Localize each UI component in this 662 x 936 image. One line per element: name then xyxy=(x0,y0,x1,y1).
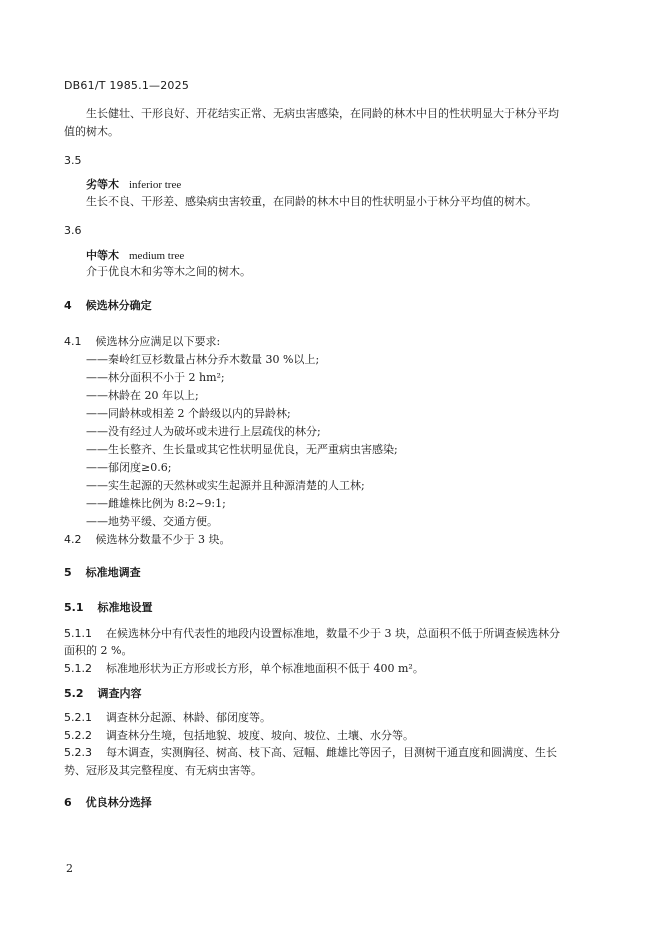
subsection-heading xyxy=(64,601,153,615)
term-entry xyxy=(86,178,181,192)
list-item: ——郁闭度≥0.6; xyxy=(86,461,172,474)
term-english: inferior tree xyxy=(129,179,182,191)
list-item: ——同龄林或相差 2 个龄级以内的异龄林; xyxy=(86,407,291,420)
page-number: 2 xyxy=(66,862,73,875)
subsection-title: 调查内容 xyxy=(97,687,142,700)
clause-5-1-1 xyxy=(64,627,560,641)
section-number: 6 xyxy=(64,796,72,809)
clause-number: 5.1.2 xyxy=(64,662,92,675)
clause-number: 5.1.1 xyxy=(64,627,92,640)
clause-4-1 xyxy=(64,335,220,349)
term-english: medium tree xyxy=(129,250,185,262)
clause-number: 3.6 xyxy=(64,224,82,237)
section-heading xyxy=(64,299,152,313)
clause-text: 调查林分生境，包括地貌、坡度、坡向、坡位、土壤、水分等。 xyxy=(106,729,414,742)
subsection-number: 5.2 xyxy=(64,687,84,700)
clause-text-continuation: 面积的 2 %。 xyxy=(64,644,133,657)
clause-text: 标准地形状为正方形或长方形，单个标准地面积不低于 400 m²。 xyxy=(106,662,424,675)
section-heading xyxy=(64,566,141,580)
section-title: 候选林分确定 xyxy=(85,299,152,312)
definition-text: 值的树木。 xyxy=(64,125,119,138)
subsection-heading xyxy=(64,687,142,701)
term-chinese: 中等木 xyxy=(86,249,119,262)
subsection-number: 5.1 xyxy=(64,601,84,614)
clause-text: 在候选林分中有代表性的地段内设置标准地，数量不少于 3 块，总面积不低于所调查候选林分 xyxy=(106,627,560,640)
list-item: ——林龄在 20 年以上; xyxy=(86,389,199,402)
clause-5-2-2 xyxy=(64,729,414,743)
subsection-title: 标准地设置 xyxy=(97,601,153,614)
definition-text: 生长不良、干形差、感染病虫害较重，在同龄的林木中目的性状明显小于林分平均值的树木。 xyxy=(86,195,537,208)
clause-5-1-2 xyxy=(64,662,424,676)
list-item: ——实生起源的天然林或实生起源并且种源清楚的人工林; xyxy=(86,479,365,492)
definition-text: 介于优良木和劣等木之间的树木。 xyxy=(86,265,251,278)
clause-5-2-1 xyxy=(64,711,271,725)
section-number: 5 xyxy=(64,566,72,579)
clause-text-continuation: 势、冠形及其完整程度、有无病虫害等。 xyxy=(64,764,262,777)
section-title: 标准地调查 xyxy=(85,566,141,579)
section-heading xyxy=(64,796,152,810)
clause-number: 5.2.3 xyxy=(64,746,92,759)
clause-number: 5.2.2 xyxy=(64,729,92,742)
clause-text: 候选林分数量不少于 3 块。 xyxy=(95,533,231,546)
list-item: ——秦岭红豆杉数量占林分乔木数量 30 %以上; xyxy=(86,353,320,366)
clause-4-2 xyxy=(64,533,231,547)
clause-number: 4.2 xyxy=(64,533,82,546)
section-title: 优良林分选择 xyxy=(85,796,152,809)
document-id-header: DB61/T 1985.1—2025 xyxy=(64,79,190,92)
clause-number: 5.2.1 xyxy=(64,711,92,724)
clause-text: 候选林分应满足以下要求: xyxy=(95,335,221,348)
term-entry xyxy=(86,249,184,263)
list-item: ——没有经过人为破坏或未进行上层疏伐的林分; xyxy=(86,425,321,438)
list-item: ——生长整齐、生长量或其它性状明显优良，无严重病虫害感染; xyxy=(86,443,398,456)
clause-number: 4.1 xyxy=(64,335,82,348)
list-item: ——雌雄株比例为 8:2~9:1; xyxy=(86,497,226,510)
clause-text: 调查林分起源、林龄、郁闭度等。 xyxy=(106,711,271,724)
definition-text: 生长健壮、干形良好、开花结实正常、无病虫害感染，在同龄的林木中目的性状明显大于林分平均 xyxy=(86,107,559,120)
term-chinese: 劣等木 xyxy=(86,178,119,191)
clause-text: 每木调查，实测胸径、树高、枝下高、冠幅、雌雄比等因子，目测树干通直度和圆满度、生长 xyxy=(106,746,557,759)
section-number: 4 xyxy=(64,299,72,312)
list-item: ——地势平缓、交通方便。 xyxy=(86,515,218,528)
clause-number: 3.5 xyxy=(64,154,82,167)
clause-5-2-3 xyxy=(64,746,557,760)
list-item: ——林分面积不小于 2 hm²; xyxy=(86,371,225,384)
